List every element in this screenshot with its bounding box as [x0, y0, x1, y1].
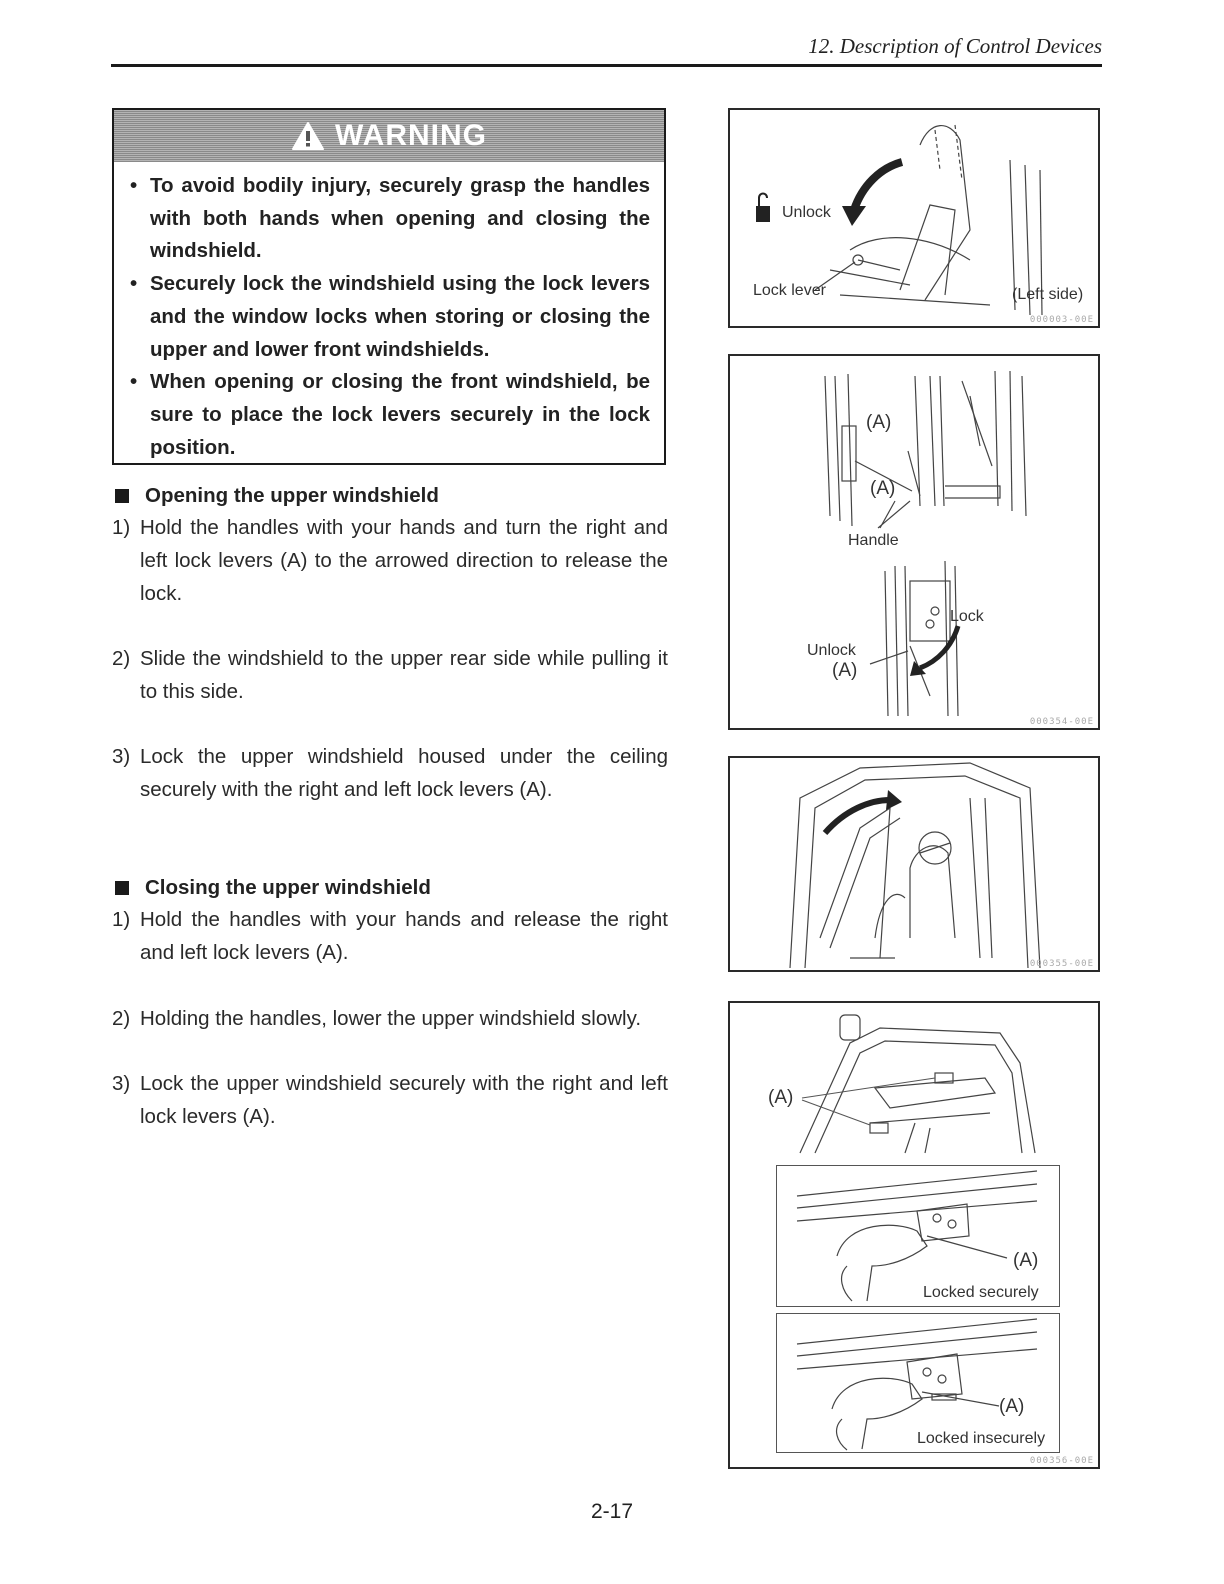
label-a-mid: (A) [870, 478, 896, 499]
padlock-icon [756, 206, 770, 222]
warning-item: • Securely lock the windshield using the lock levers and the window locks when storing or closing the upper and lower front windshields. [130, 268, 650, 366]
step-number: 2) [112, 1007, 131, 1030]
closing-step-1 [112, 903, 668, 969]
inset-locked-insecurely [776, 1313, 1060, 1453]
ceiling-lock-illustration [730, 1003, 1100, 1163]
step-number: 3) [112, 745, 131, 768]
step-number: 1) [112, 516, 131, 539]
step-text: Slide the windshield to the upper rear side while pulling it to this side. [140, 647, 668, 703]
header-title: 12. Description of Control Devices [808, 34, 1102, 58]
warning-label: WARNING [335, 119, 487, 152]
closing-step-3 [112, 1067, 668, 1133]
figure-code: 000003-00E [1029, 315, 1094, 325]
opening-step-2 [112, 642, 668, 708]
warning-triangle-icon [291, 121, 325, 151]
header-rule [111, 64, 1102, 67]
step-number: 3) [112, 1072, 131, 1095]
warning-banner [114, 110, 664, 162]
handle-lock-illustration [730, 356, 1100, 730]
warning-list [114, 170, 664, 464]
label-a-inset1: (A) [1013, 1250, 1039, 1271]
opening-heading: Opening the upper windshield [145, 484, 439, 507]
inset-locked-securely [776, 1165, 1060, 1307]
step-text: Holding the handles, lower the upper windshield slowly. [140, 1007, 642, 1030]
label-locked-securely: Locked securely [923, 1284, 1039, 1301]
label-handle: Handle [848, 532, 899, 549]
opening-step-1 [112, 511, 668, 610]
figure-code: 000356-00E [1029, 1456, 1094, 1466]
square-bullet-icon [115, 489, 129, 503]
label-a-top: (A) [866, 412, 892, 433]
closing-step-2 [112, 1002, 668, 1035]
opening-step-3 [112, 740, 668, 806]
section-heading [112, 873, 668, 903]
label-a-main: (A) [768, 1087, 794, 1108]
figure-handle-lock [728, 354, 1100, 730]
label-unlock: Unlock [782, 204, 831, 221]
label-locked-insecurely: Locked insecurely [917, 1430, 1046, 1447]
label-lock: Lock [950, 608, 984, 625]
section-heading [112, 481, 668, 511]
closing-heading: Closing the upper windshield [145, 876, 431, 899]
label-lock-lever: Lock lever [753, 282, 826, 299]
figure-code: 000355-00E [1029, 959, 1094, 969]
step-number: 2) [112, 647, 131, 670]
step-number: 1) [112, 908, 131, 931]
step-text: Lock the upper windshield housed under the ceiling securely with the right and left lock levers (A). [140, 745, 668, 801]
square-bullet-icon [115, 881, 129, 895]
label-left-side: (Left side) [1012, 286, 1084, 303]
figure-locked-states [728, 1001, 1100, 1469]
closing-section [112, 873, 668, 903]
step-text: Hold the handles with your hands and release the right and left lock levers (A). [140, 908, 668, 964]
page-number: 2-17 [590, 1500, 634, 1523]
label-unlock: Unlock [807, 642, 856, 659]
step-text: Hold the handles with your hands and turn the right and left lock levers (A) to the arrowed direction to release the lock. [140, 516, 668, 605]
figure-code: 000354-00E [1029, 717, 1094, 727]
label-a-inset2: (A) [999, 1396, 1025, 1417]
figure-lock-lever [728, 108, 1100, 328]
warning-item: • To avoid bodily injury, securely grasp the handles with both hands when opening and closing the windshield. [130, 170, 650, 268]
sliding-windshield-illustration [730, 758, 1100, 972]
opening-section [112, 481, 668, 511]
warning-item: • When opening or closing the front windshield, be sure to place the lock levers securely in the lock position. [130, 366, 650, 464]
step-text: Lock the upper windshield securely with the right and left lock levers (A). [140, 1072, 668, 1128]
figure-sliding-windshield [728, 756, 1100, 972]
warning-box [112, 108, 666, 465]
label-a-bottom: (A) [832, 660, 858, 681]
